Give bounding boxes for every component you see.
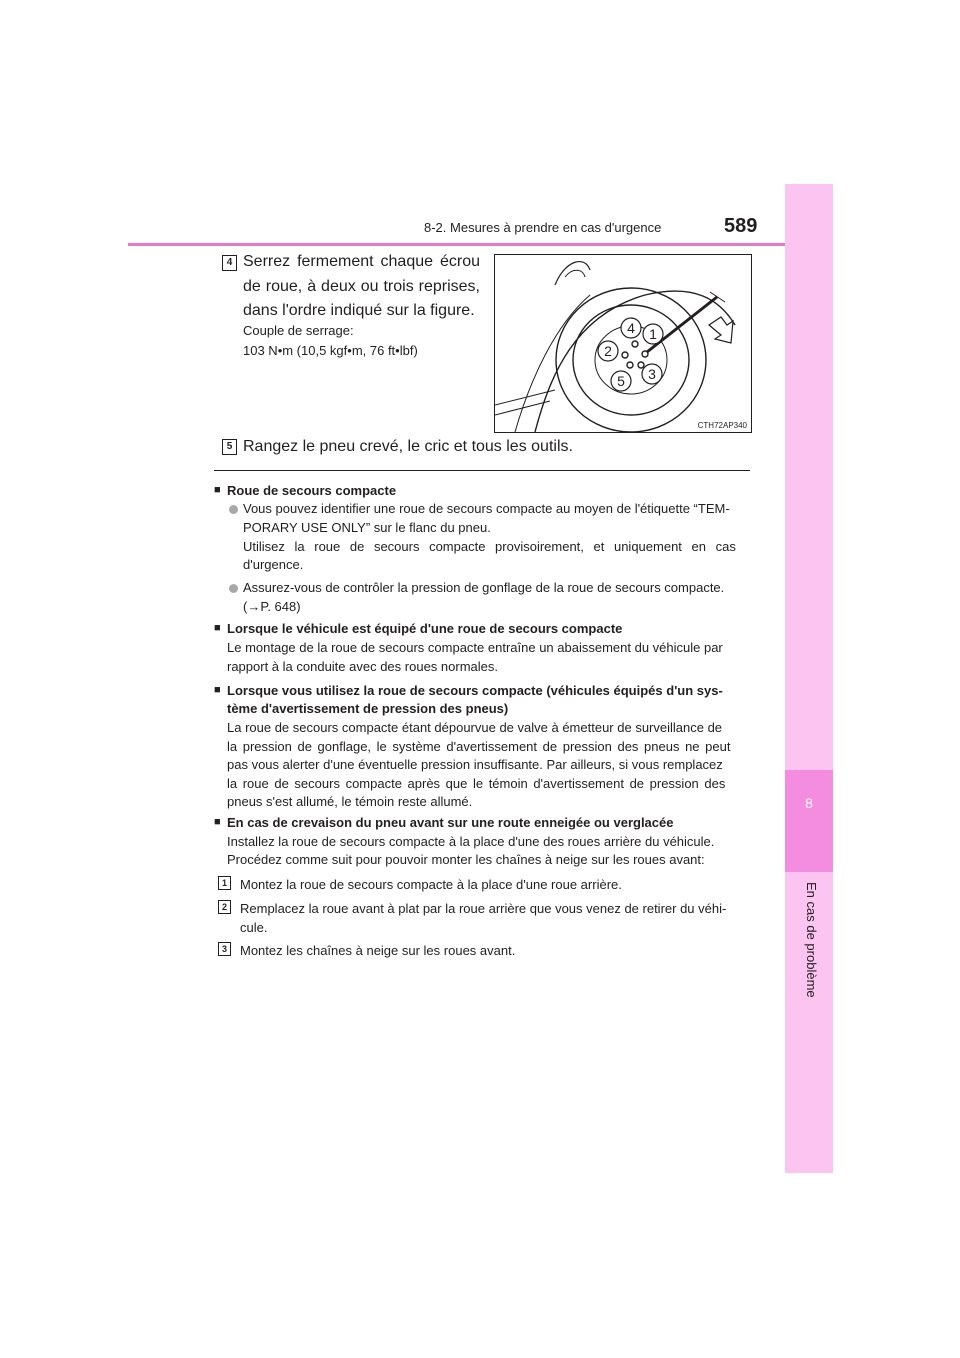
bullet-dot-icon	[229, 584, 238, 593]
wheel-nut-tightening-figure	[494, 254, 752, 433]
note-4-line-2: Procédez comme suit pour pouvoir monter les chaînes à neige sur les roues avant:	[227, 852, 705, 867]
note-1-title: Roue de secours compacte	[227, 483, 397, 498]
bullet-dot-icon	[229, 505, 238, 514]
substep-2-line-1: Remplacez la roue avant à plat par la roue arrière que vous venez de retirer du véhi-	[240, 901, 727, 916]
nut-label-3: 3	[648, 366, 656, 382]
note-square-icon: ■	[214, 484, 221, 496]
note-2-line-2: rapport à la conduite avec des roues normales.	[227, 659, 498, 674]
note-square-icon: ■	[214, 622, 221, 634]
side-tab-chapter-number: 8	[805, 795, 813, 811]
substep-2-line-2: cule.	[240, 920, 268, 935]
nut-label-4: 4	[627, 320, 635, 336]
torque-label: Couple de serrage:	[243, 323, 354, 338]
substep-2-badge: 2	[218, 900, 231, 914]
header-section-title: 8-2. Mesures à prendre en cas d'urgence	[424, 220, 662, 235]
nut-label-5: 5	[617, 373, 625, 389]
nut-label-2: 2	[604, 343, 612, 359]
figure-code: CTH72AP340	[697, 421, 747, 430]
step-4-badge: 4	[222, 255, 237, 271]
nut-order-labels	[495, 255, 751, 432]
note-3-title-line-2: tème d'avertissement de pression des pneus)	[227, 701, 509, 716]
note-4-line-1: Installez la roue de secours compacte à la place d'une des roues arrière du véhicule.	[227, 834, 715, 849]
note-1-bullet-1-line-2: PORARY USE ONLY” sur le flanc du pneu.	[243, 520, 491, 535]
header-rule	[128, 243, 833, 246]
note-2-title: Lorsque le véhicule est équipé d'une roue de secours compacte	[227, 621, 623, 636]
page-number: 589	[724, 215, 758, 237]
note-1-bullet-1-line-4: d'urgence.	[243, 557, 304, 572]
note-square-icon: ■	[214, 684, 221, 696]
note-1-bullet-2-line-2: (→P. 648)	[243, 599, 301, 614]
step-5-text: Rangez le pneu crevé, le cric et tous les outils.	[243, 438, 573, 455]
substep-1-text: Montez la roue de secours compacte à la place d'une roue arrière.	[240, 877, 622, 892]
note-3-line-4: la roue de secours compacte après que le témoin d'avertissement de pression des	[227, 776, 726, 791]
note-3-line-1: La roue de secours compacte étant dépourvue de valve à émetteur de surveillance de	[227, 720, 723, 735]
side-tab	[785, 184, 833, 1173]
substep-1-badge: 1	[218, 876, 231, 890]
step-4-text: Serrez fermement chaque écrou de roue, à deux ou trois reprises, dans l'ordre indiqué sur la figure.	[243, 253, 480, 319]
step-5-badge: 5	[222, 439, 237, 455]
note-1-bullet-1-line-3: Utilisez la roue de secours compacte provisoirement, et uniquement en cas	[243, 539, 736, 554]
side-tab-label: En cas de problème	[804, 882, 819, 998]
note-3-line-2: la pression de gonflage, le système d'avertissement de pression des pneus ne peut	[227, 739, 731, 754]
note-square-icon: ■	[214, 816, 221, 828]
section-divider	[214, 470, 750, 471]
note-3-line-5: pneus s'est allumé, le témoin reste allumé.	[227, 794, 473, 809]
side-tab-chapter-block	[785, 770, 833, 872]
torque-value: 103 N•m (10,5 kgf•m, 76 ft•lbf)	[243, 343, 418, 358]
note-2-line-1: Le montage de la roue de secours compacte entraîne un abaissement du véhicule par	[227, 640, 723, 655]
note-3-line-3: pas vous alerter d'une éventuelle pression insuffisante. Par ailleurs, si vous remplacez	[227, 757, 723, 772]
substep-3-badge: 3	[218, 942, 231, 956]
note-3-title-line-1: Lorsque vous utilisez la roue de secours compacte (véhicules équipés d'un sys-	[227, 683, 723, 698]
note-1-bullet-2-line-1: Assurez-vous de contrôler la pression de gonflage de la roue de secours compacte.	[243, 580, 725, 595]
note-1-bullet-1-line-1: Vous pouvez identifier une roue de secours compacte au moyen de l'étiquette “TEM-	[243, 501, 730, 516]
nut-label-1: 1	[649, 326, 657, 342]
note-4-title: En cas de crevaison du pneu avant sur une route enneigée ou verglacée	[227, 815, 674, 830]
substep-3-text: Montez les chaînes à neige sur les roues avant.	[240, 943, 516, 958]
